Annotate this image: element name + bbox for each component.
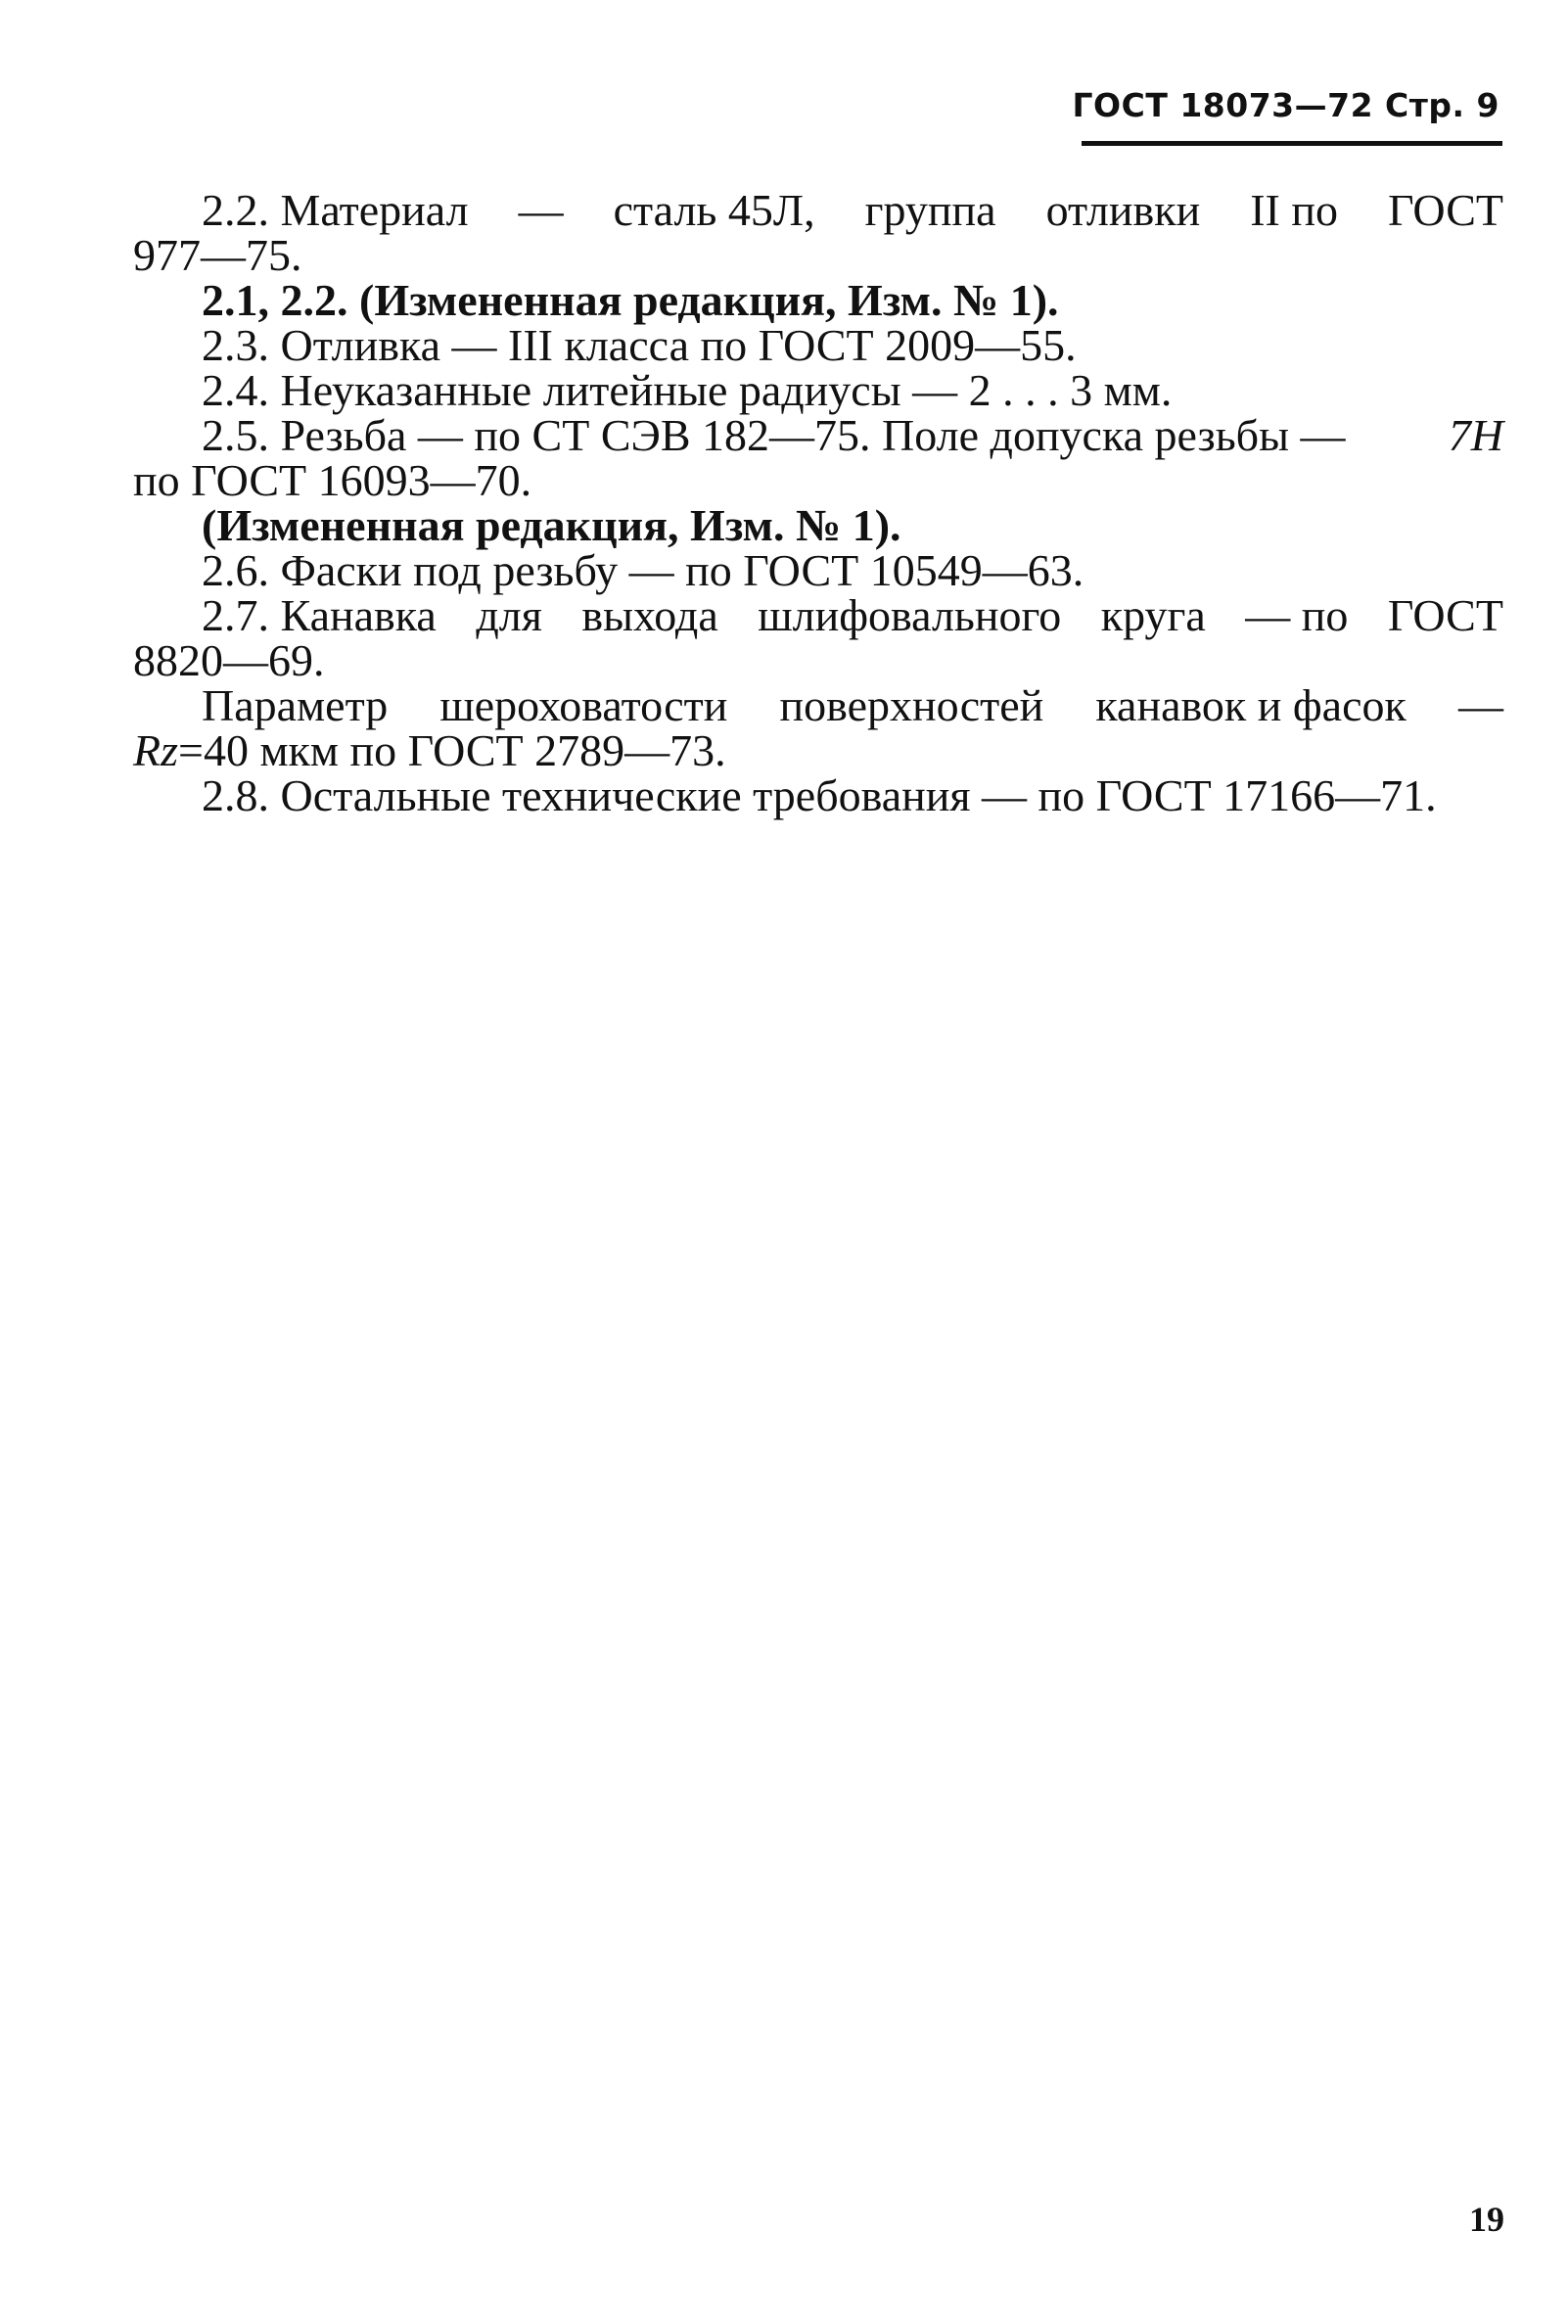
page-number: 19	[1469, 2200, 1504, 2239]
clause-2-3: 2.3. Отливка — III класса по ГОСТ 2009—55.	[202, 320, 1077, 370]
clause-2-6: 2.6. Фаски под резьбу — по ГОСТ 10549—63.	[202, 545, 1084, 595]
clause-2-5: 2.5. Резьба — по СТ СЭВ 182—75. Поле допуска резьбы — 7Н	[202, 410, 1503, 460]
clause-2-7-continuation: 8820—69.	[133, 635, 325, 685]
clause-2-2-continuation: 977—75.	[133, 230, 302, 280]
clause-2-5-continuation: по ГОСТ 16093—70.	[133, 455, 532, 505]
roughness-parameter-continuation: Rz=40 мкм по ГОСТ 2789—73.	[133, 725, 726, 775]
clause-2-2: 2.2. Материал — сталь 45Л, группа отливки II по ГОСТ	[202, 185, 1503, 235]
clause-2-7: 2.7. Канавка для выхода шлифовального круга — по ГОСТ	[202, 590, 1503, 640]
clause-2-8: 2.8. Остальные технические требования — по ГОСТ 17166—71.	[202, 770, 1437, 820]
clause-2-4: 2.4. Неуказанные литейные радиусы — 2 . . . 3 мм.	[202, 365, 1173, 415]
amendment-note-1: 2.1, 2.2. (Измененная редакция, Изм. № 1).	[202, 275, 1059, 325]
document-body	[133, 185, 1503, 820]
header-rule	[1082, 141, 1502, 146]
page-header: ГОСТ 18073—72 Стр. 9	[1072, 86, 1499, 124]
amendment-note-2: (Измененная редакция, Изм. № 1).	[202, 500, 901, 550]
roughness-parameter: Параметр шероховатости поверхностей канавок и фасок —	[202, 680, 1503, 730]
